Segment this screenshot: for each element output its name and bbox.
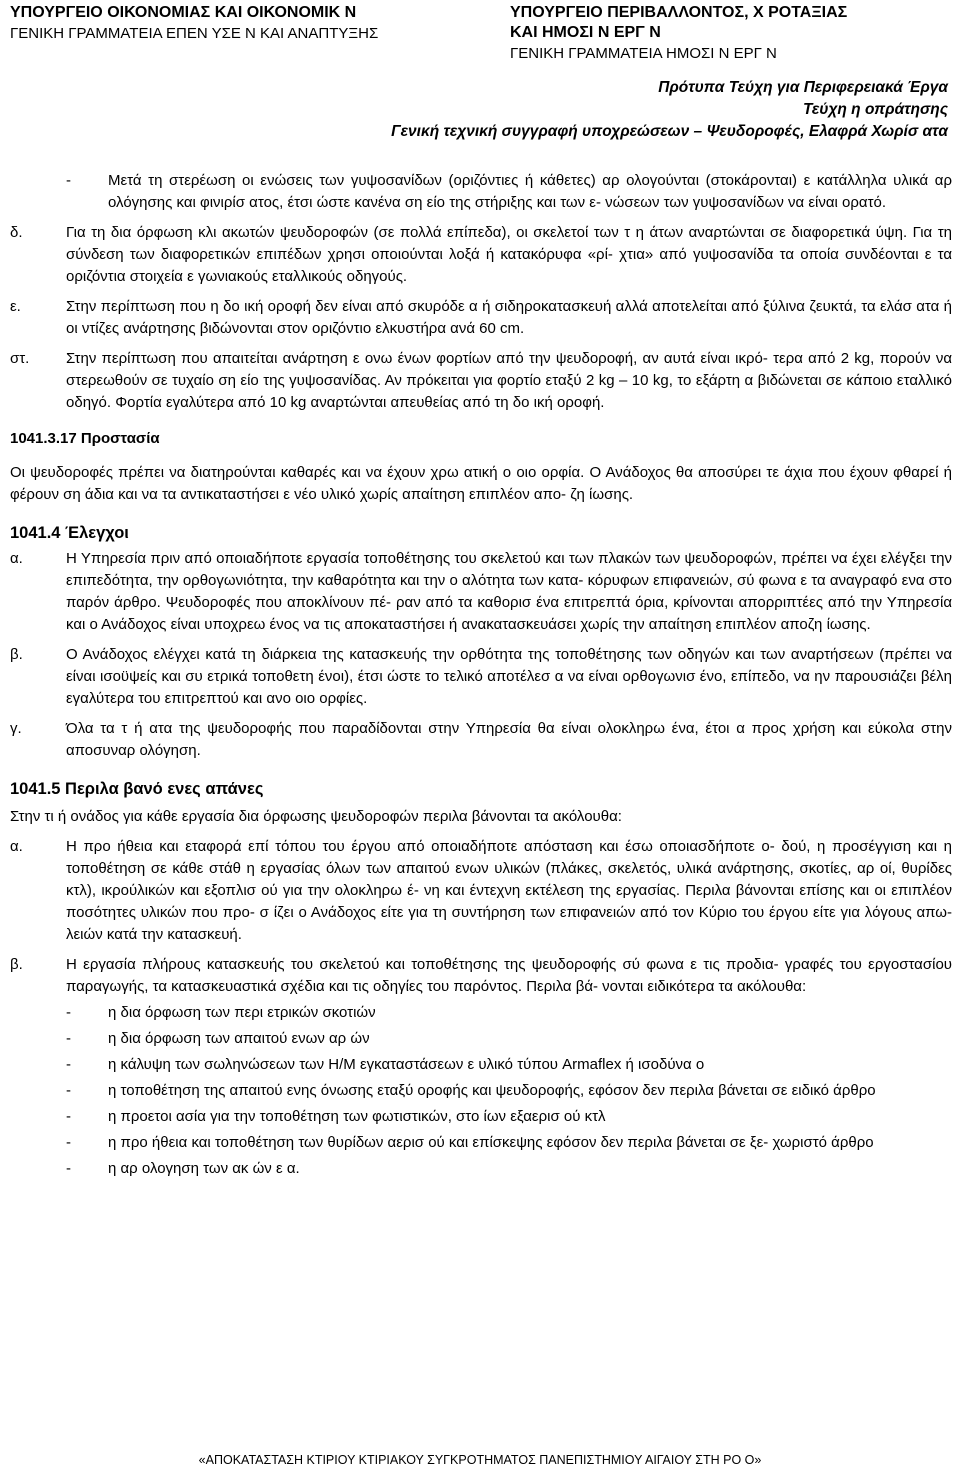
list-item-text: Για τη δια όρφωση κλι ακωτών ψευδοροφών (σε πολλά επίπεδα), οι σκελετοί των τ η άτων αναρτώνται σε διαφορετικά ύψη. Για τη σύνδεση των διαφορετικών επιπέδων χρησι οποιούνται λοξά ή κατακόρυφα «ρί- χτια» από γυψοσανίδα τα οποία συνδέονται ε τα οριζόντια στοιχεία ε γωνιακούς εταλλικούς οδηγούς. xyxy=(66,224,952,285)
list-item xyxy=(0,836,960,946)
header-left xyxy=(10,3,480,44)
list-item xyxy=(0,1132,960,1154)
general-secretariat-public-works: ΓΕΝΙΚΗ ΓΡΑΜΜΑΤΕΙΑ ΗΜΟΣΙ Ν ΕΡΓ Ν xyxy=(510,45,777,62)
list-item-text: η προετοι ασία για την τοποθέτηση των φωτιστικών, στο ίων εξαερισ ού κτλ xyxy=(108,1108,606,1125)
protection-paragraph: Οι ψευδοροφές πρέπει να διατηρούνται καθαρές και να έχουν χρω ατική ο οιο ορφία. Ο Ανάδοχος θα αποσύρει τε άχια που έχουν φθαρεί ή φέρουν ση άδια και να τα αντικαταστήσει ε νέο υλικό χωρίς απαίτηση επιπλέον απο- ζη ίωσης. xyxy=(10,464,952,503)
ministry-environment-title-2: ΚΑΙ ΗΜΟΣΙ Ν ΕΡΓ Ν xyxy=(510,24,661,41)
list-item xyxy=(0,548,960,636)
general-secretariat-investments: ΓΕΝΙΚΗ ΓΡΑΜΜΑΤΕΙΑ ΕΠΕΝ ΥΣΕ Ν ΚΑΙ ΑΝΑΠΤΥΞΗΣ xyxy=(10,25,379,42)
list-item-text: Στην περίπτωση που η δο ική οροφή δεν είναι από σκυρόδε α ή σιδηροκατασκευή αλλά αποτελείται από ξύλινα ζευκτά, τα ελάσ ατα ή οι ντίζες ανάρτησης βιδώνονται στον οριζόντιο ελκυστήρα ανά 60 cm. xyxy=(66,298,952,337)
list-item xyxy=(0,954,960,998)
list-marker: γ. xyxy=(10,720,22,737)
list-marker: - xyxy=(66,1134,71,1151)
ministry-economy-title: ΥΠΟΥΡΓΕΙΟ ΟΙΚΟΝΟΜΙΑΣ ΚΑΙ ΟΙΚΟΝΟΜΙΚ Ν xyxy=(10,4,357,21)
list-item-text: η δια όρφωση των απαιτού ενων αρ ών xyxy=(108,1030,370,1047)
included-intro: Στην τι ή ονάδος για κάθε εργασία δια όρφωσης ψευδοροφών περιλα βάνονται τα ακόλουθα: xyxy=(10,808,622,825)
header-right xyxy=(510,3,950,64)
list-marker: α. xyxy=(10,838,23,855)
list-marker: στ. xyxy=(10,350,30,367)
section-heading-included-costs: 1041.5 Περιλα βανό ενες απάνες xyxy=(10,780,264,798)
document-body xyxy=(0,170,960,1180)
list-item-text: Ο Ανάδοχος ελέγχει κατά τη διάρκεια της κατασκευής την ορθότητα της τοποθέτησης των οδηγών και των αναρτήσεων (πρέπει να είναι ισοϋψείς και συ ετρικά τοποθετη ένοι), έτσι ώστε το τελικό αποτέλεσ α να είναι ορθογωνισ ένο, επίπεδο, να ην παρουσιάζει βέλη εγαλύτερα του επιτρεπτού και ανο οιο ορφίες. xyxy=(66,646,952,707)
document-title: Γενική τεχνική συγγραφή υποχρεώσεων – Ψευδοροφές, Ελαφρά Χωρίσ ατα xyxy=(391,123,948,140)
list-marker: ε. xyxy=(10,298,21,315)
list-item-text: Όλα τα τ ή ατα της ψευδοροφής που παραδίδονται στην Υπηρεσία θα είναι ολοκληρω ένα, έτοι α προς χρήση και εύκολα στην αποσυναρ ολόγηση. xyxy=(66,720,952,759)
list-item xyxy=(0,1002,960,1024)
list-item-text: η αρ ολογηση των ακ ών ε α. xyxy=(108,1160,300,1177)
document-volume: Τεύχη η οπράτησης xyxy=(802,101,948,118)
list-item-text: η τοποθέτηση της απαιτού ενης όνωσης εταξύ οροφής και ψευδοροφής, εφόσον δεν περιλα βάνεται σε ειδικό άρθρο xyxy=(108,1082,876,1099)
list-item-text: η κάλυψη των σωληνώσεων των Η/Μ εγκαταστάσεων ε υλικό τύπου Armaflex ή ισοδύνα ο xyxy=(108,1056,705,1073)
list-marker: - xyxy=(66,1082,71,1099)
list-marker: α. xyxy=(10,550,23,567)
list-item xyxy=(0,222,960,288)
list-item xyxy=(0,1106,960,1128)
list-marker: δ. xyxy=(10,224,23,241)
document-series-block xyxy=(8,77,948,143)
ministry-environment-title-1: ΥΠΟΥΡΓΕΙΟ ΠΕΡΙΒΑΛΛΟΝΤΟΣ, Χ ΡΟΤΑΞΙΑΣ xyxy=(510,4,848,21)
list-item-text: η δια όρφωση των περι ετρικών σκοτιών xyxy=(108,1004,376,1021)
list-marker: β. xyxy=(10,646,23,663)
list-item-text: Η Υπηρεσία πριν από οποιαδήποτε εργασία τοποθέτησης του σκελετού και των πλακών των ψευδοροφών, πρέπει να έχει ελέγξει την επιπεδότητα, την ορθογωνιότητα, την καθαρότητα και την ο αλότητα των κατα- κόρυφων επιφανειών, σύ φωνα ε τα αναγραφό ενα στο παρόν άρθρο. Ψευδοροφές που αποκλίνουν πέ- ραν από τα καθορισ ένα επιτρεπτά όρια, κρίνονται απορριπτέες από την Υπηρεσία και ο Ανάδοχος είναι υποχρεω ένος να τις αποκαταστήσει ή ανακατασκευάσει χωρίς την απαίτηση επιπλέον αποζη ίωσης. xyxy=(66,550,952,633)
list-item xyxy=(0,348,960,414)
list-item xyxy=(0,1028,960,1050)
list-item xyxy=(0,1158,960,1180)
list-item-text: η προ ήθεια και τοποθέτηση των θυρίδων αερισ ού και επίσκεψης εφόσον δεν περιλα βάνεται σε ξε- χωριστό άρθρο xyxy=(108,1134,874,1151)
list-item-text: Η εργασία πλήρους κατασκευής του σκελετού και τοποθέτησης της ψευδοροφής σύ φωνα ε τις προδια- γραφές του εργοστασίου παραγωγής, τα κατασκευαστικά σχέδια και τις οδηγίες του παρόντος. Περιλα βά- νονται ειδικότερα τα ακόλουθα: xyxy=(66,956,952,995)
list-item xyxy=(0,296,960,340)
list-item xyxy=(0,644,960,710)
list-item xyxy=(0,1080,960,1102)
list-marker: - xyxy=(66,172,71,189)
list-item-text: Στην περίπτωση που απαιτείται ανάρτηση ε ονω ένων φορτίων από την ψευδοροφή, αν αυτά είναι ικρό- τερα από 2 kg, πορούν να στερεωθούν σε τυχαίο ση είο της γυψοσανίδας. Αν πρόκειται για φορτίο εταξύ 2 kg – 10 kg, το εξάρτη α βιδώνεται σε κάποιο εταλλικό οδηγό. Φορτία εγαλύτερα από 10 kg αναρτώνται απευθείας από τη δο ική οροφή. xyxy=(66,350,952,411)
section-heading-protection: 1041.3.17 Προστασία xyxy=(10,430,160,447)
list-item xyxy=(0,170,960,214)
list-marker: - xyxy=(66,1056,71,1073)
section-heading-checks: 1041.4 Έλεγχοι xyxy=(10,524,129,542)
list-marker: - xyxy=(66,1004,71,1021)
list-marker: β. xyxy=(10,956,23,973)
list-item xyxy=(0,1054,960,1076)
list-marker: - xyxy=(66,1160,71,1177)
list-item xyxy=(0,718,960,762)
page-footer: «ΑΠΟΚΑΤΑΣΤΑΣΗ ΚΤΙΡΙΟΥ ΚΤΙΡΙΑΚΟΥ ΣΥΓΚΡΟΤΗΜΑΤΟΣ ΠΑΝΕΠΙΣΤΗΜΙΟΥ ΑΙΓΑΙΟΥ ΣΤΗ ΡΟ Ο» xyxy=(198,1453,762,1467)
list-item-text: Η προ ήθεια και εταφορά επί τόπου του έργου από οποιαδήποτε απόσταση και έσω οποιασδήποτε ο- δού, η προσέγγιση και η τοποθέτηση σε κάθε στάθ η εργασίας όλων των απαιτού ενων υλικών (πλάκες, σκελετός, υλικά ανάρτησης, σκοτίες, αρ οί, θυρίδες κτλ), ικρούλικών και εξοπλισ ού για την ολοκληρω έ- νη και έντεχνη εκτέλεση της εργασίας. Περιλα βάνονται επίσης και οι επιπλέον ποσότητες υλικών που προ- σ ίζει ο Ανάδοχος είτε για τη συντήρηση των επιφανειών από τον Κύριο του έργου είτε για λόγους απω- λειών κατά την κατασκευή. xyxy=(66,838,952,943)
document-series: Πρότυπα Τεύχη για Περιφερειακά Έργα xyxy=(658,79,948,96)
list-marker: - xyxy=(66,1108,71,1125)
list-marker: - xyxy=(66,1030,71,1047)
list-item-text: Μετά τη στερέωση οι ενώσεις των γυψοσανίδων (οριζόντιες ή κάθετες) αρ ολογούνται (στοκάρονται) ε κατάλληλα υλικά αρ ολόγησης και φινιρίσ ατος, έτσι ώστε κανένα ση είο της στήριξης και των ε- νώσεων των γυψοσανίδων να είναι ορατό. xyxy=(108,172,952,211)
